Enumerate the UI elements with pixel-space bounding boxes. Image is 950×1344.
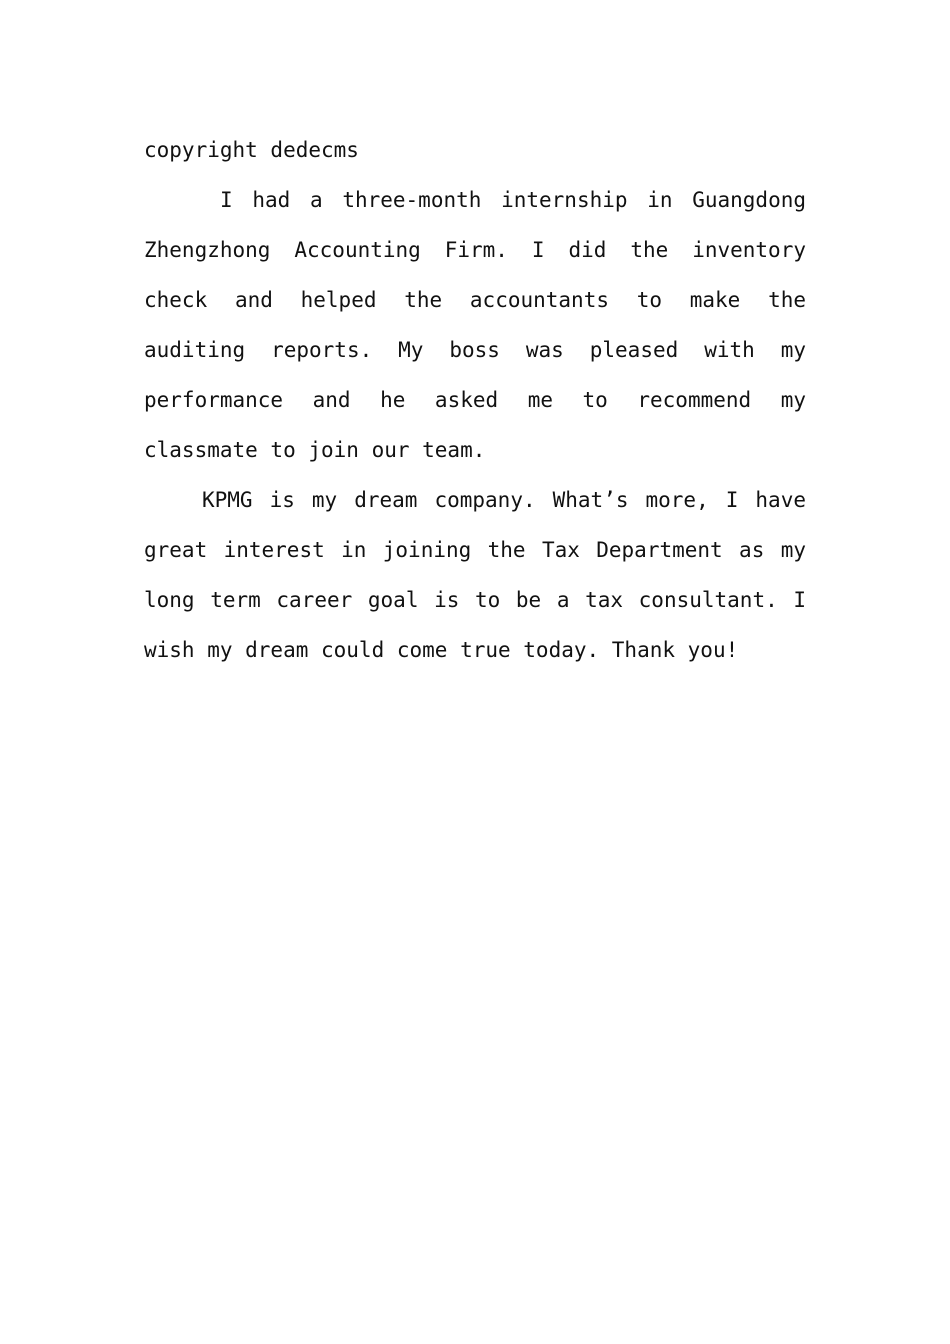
copyright-line: copyright dedecms — [144, 138, 359, 162]
paragraph-internship: I had a three-month internship in Guangdong Zhengzhong Accounting Firm. I did the inventory check and helped the accountants to make the auditing reports. My boss was pleased with my performance and he asked me to recommend my classmate to join our team. — [144, 188, 806, 462]
paragraph-career-goal: KPMG is my dream company. What’s more, I have great interest in joining the Tax Department as my long term career goal is to be a tax consultant. I wish my dream could come true today. Thank you! — [144, 488, 806, 662]
document-body — [144, 125, 806, 675]
